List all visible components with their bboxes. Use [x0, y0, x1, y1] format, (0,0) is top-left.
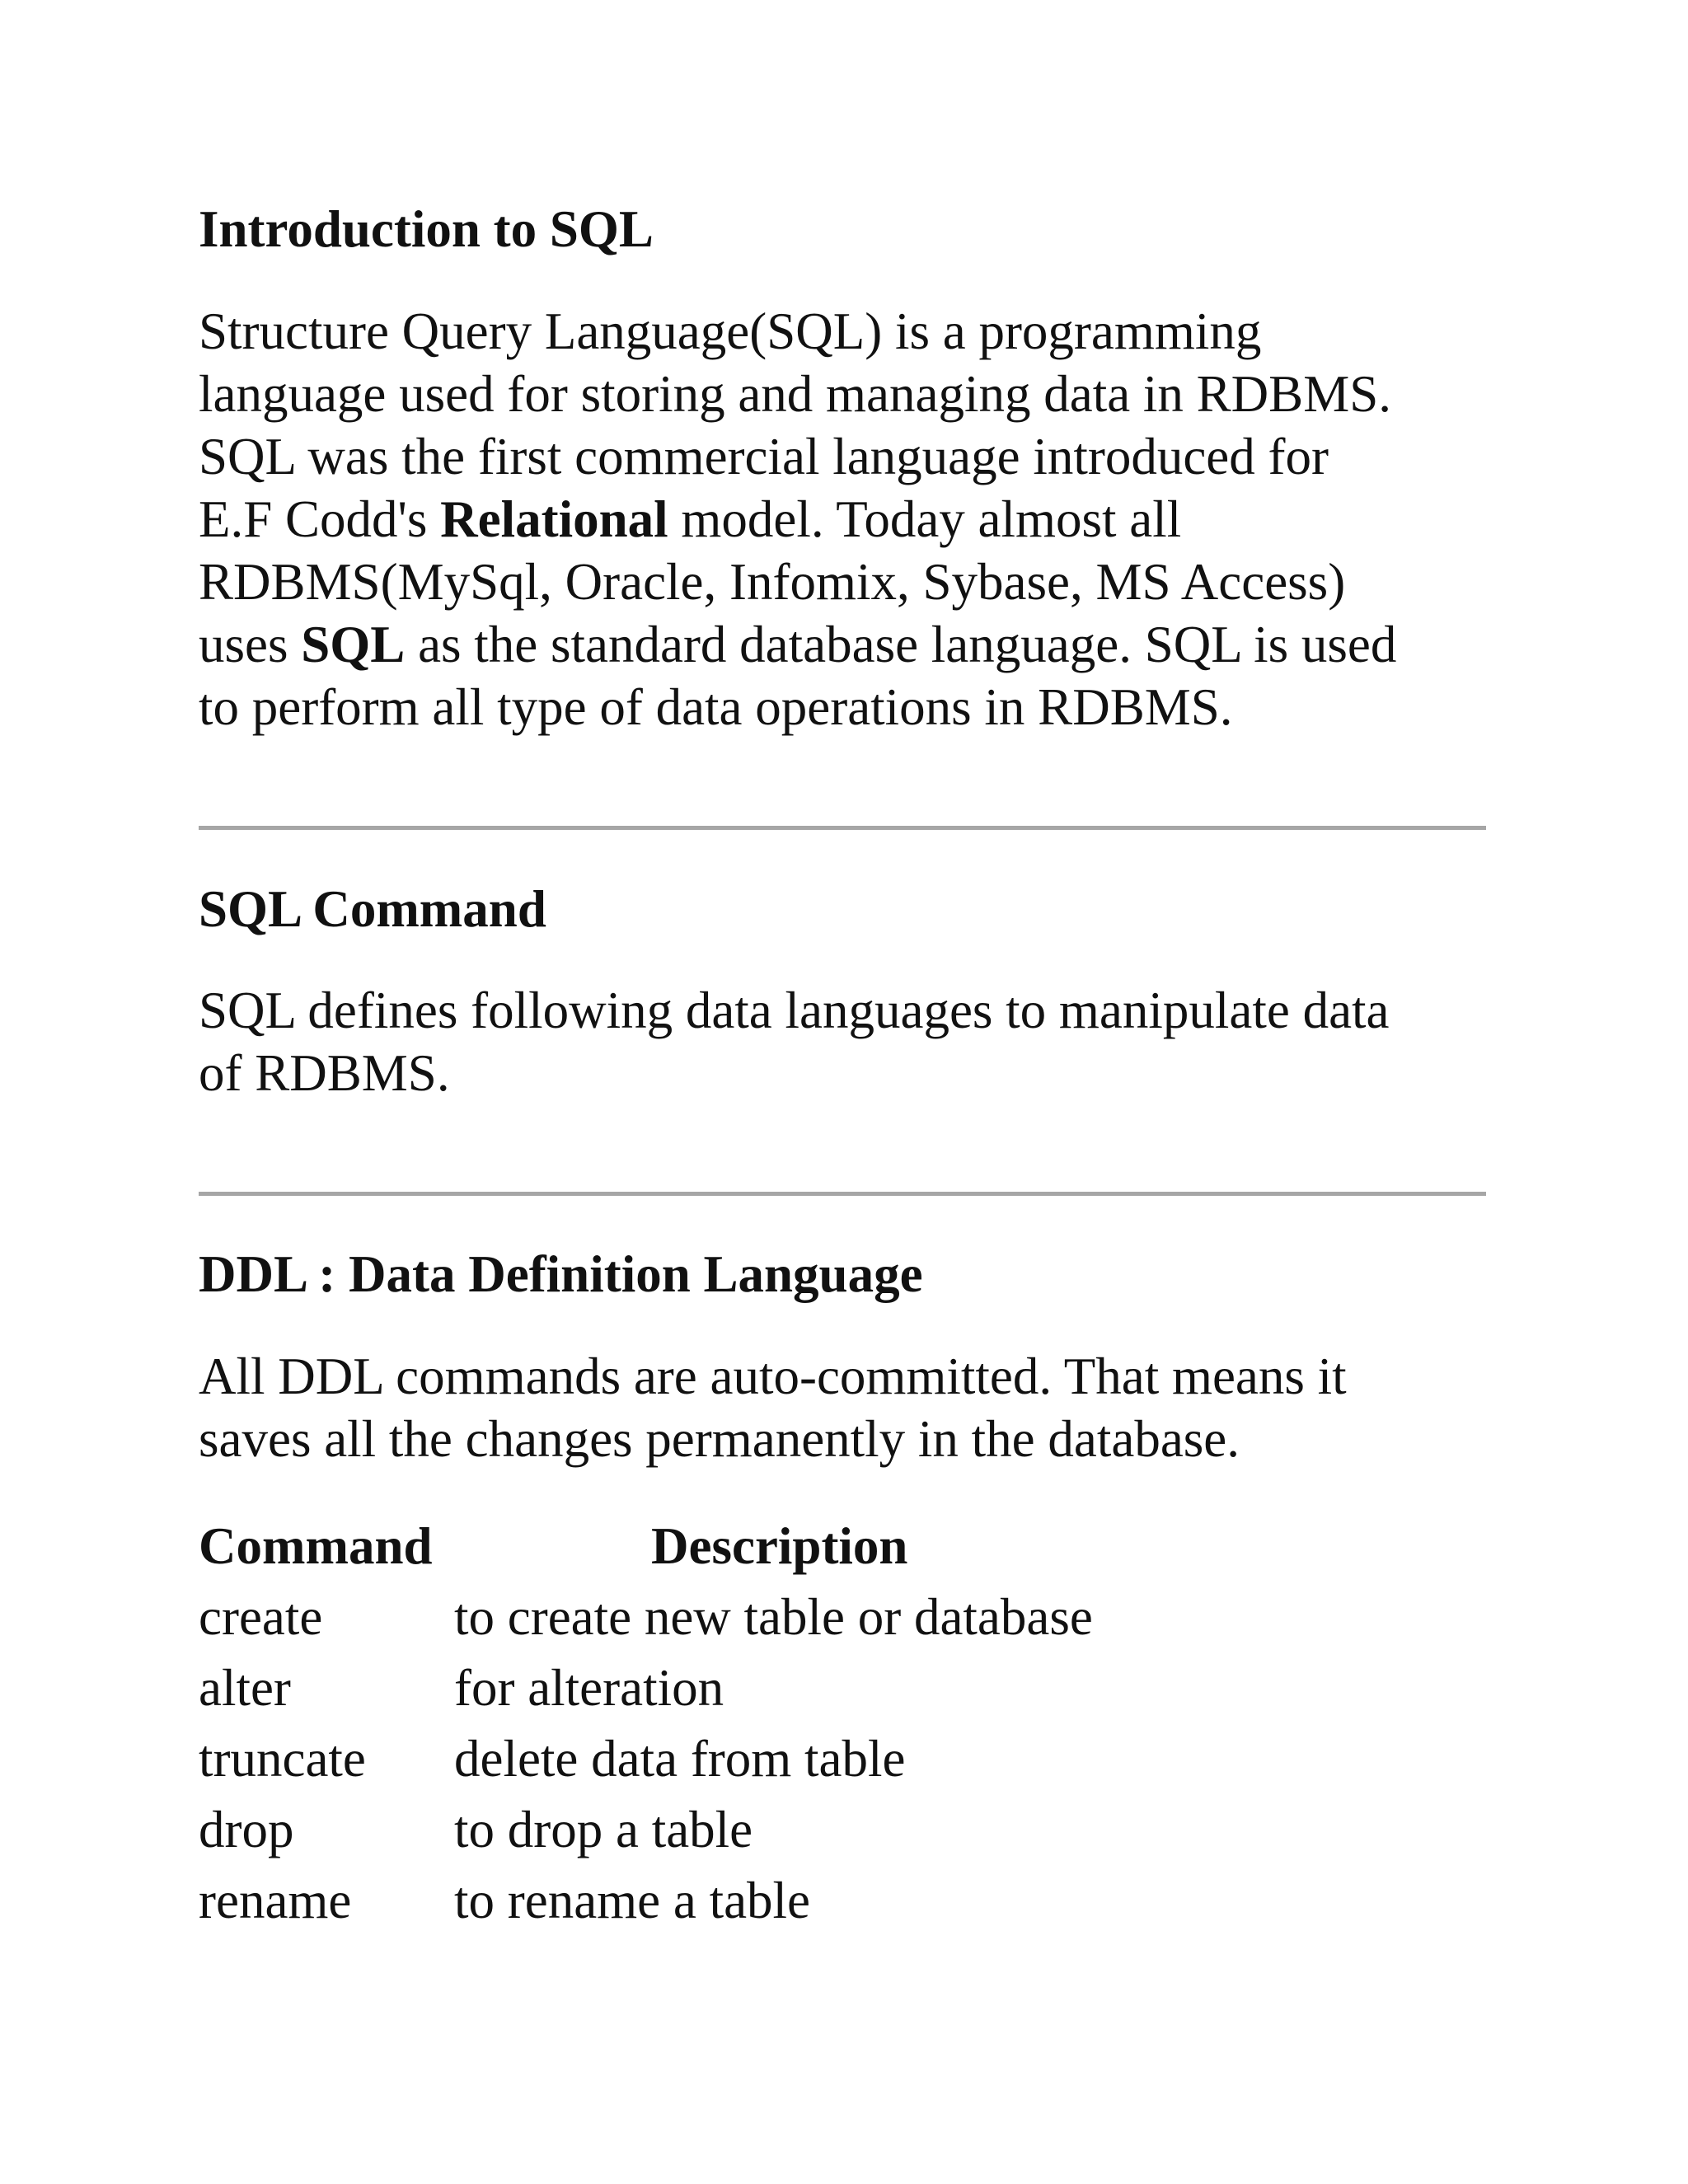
command-description: to rename a table	[454, 1872, 811, 1929]
table-row	[199, 1586, 1270, 1652]
table-row	[199, 1727, 1270, 1793]
intro-line: E.F Codd's Relational model. Today almost all	[199, 490, 1182, 548]
ddl-line: All DDL commands are auto-committed. That means it	[199, 1347, 1347, 1405]
intro-line: language used for storing and managing data in RDBMS.	[199, 365, 1392, 423]
command-name: drop	[199, 1801, 294, 1858]
command-name: truncate	[199, 1730, 366, 1788]
sql-emphasis: SQL	[301, 616, 406, 673]
command-description: for alteration	[454, 1659, 724, 1717]
command-name: alter	[199, 1659, 291, 1717]
column-header-description: Description	[651, 1517, 908, 1575]
table-row	[199, 1869, 1270, 1935]
intro-heading: Introduction to SQL	[199, 200, 654, 258]
table-row	[199, 1798, 1270, 1864]
column-header-command: Command	[199, 1517, 433, 1575]
sql-command-line: of RDBMS.	[199, 1044, 450, 1102]
relational-emphasis: Relational	[440, 490, 668, 548]
sql-command-line: SQL defines following data languages to manipulate data	[199, 982, 1390, 1039]
section-divider	[199, 826, 1486, 830]
intro-line: RDBMS(MySql, Oracle, Infomix, Sybase, MS Access)	[199, 553, 1346, 611]
section-divider	[199, 1192, 1486, 1196]
intro-line: Structure Query Language(SQL) is a programming	[199, 302, 1262, 360]
intro-paragraph	[199, 300, 1517, 738]
command-description: to drop a table	[454, 1801, 753, 1858]
command-name: create	[199, 1588, 323, 1646]
sql-command-heading: SQL Command	[199, 880, 546, 938]
command-name: rename	[199, 1872, 352, 1929]
command-description: to create new table or database	[454, 1588, 1093, 1646]
intro-line: to perform all type of data operations in RDBMS.	[199, 678, 1233, 736]
ddl-heading: DDL : Data Definition Language	[199, 1245, 923, 1303]
sql-command-paragraph	[199, 979, 1517, 1104]
ddl-paragraph	[199, 1345, 1517, 1470]
ddl-line: saves all the changes permanently in the database.	[199, 1410, 1240, 1468]
intro-line: uses SQL as the standard database language. SQL is used	[199, 616, 1397, 673]
intro-line: SQL was the first commercial language introduced for	[199, 428, 1329, 485]
command-description: delete data from table	[454, 1730, 906, 1788]
table-row	[199, 1657, 1270, 1722]
